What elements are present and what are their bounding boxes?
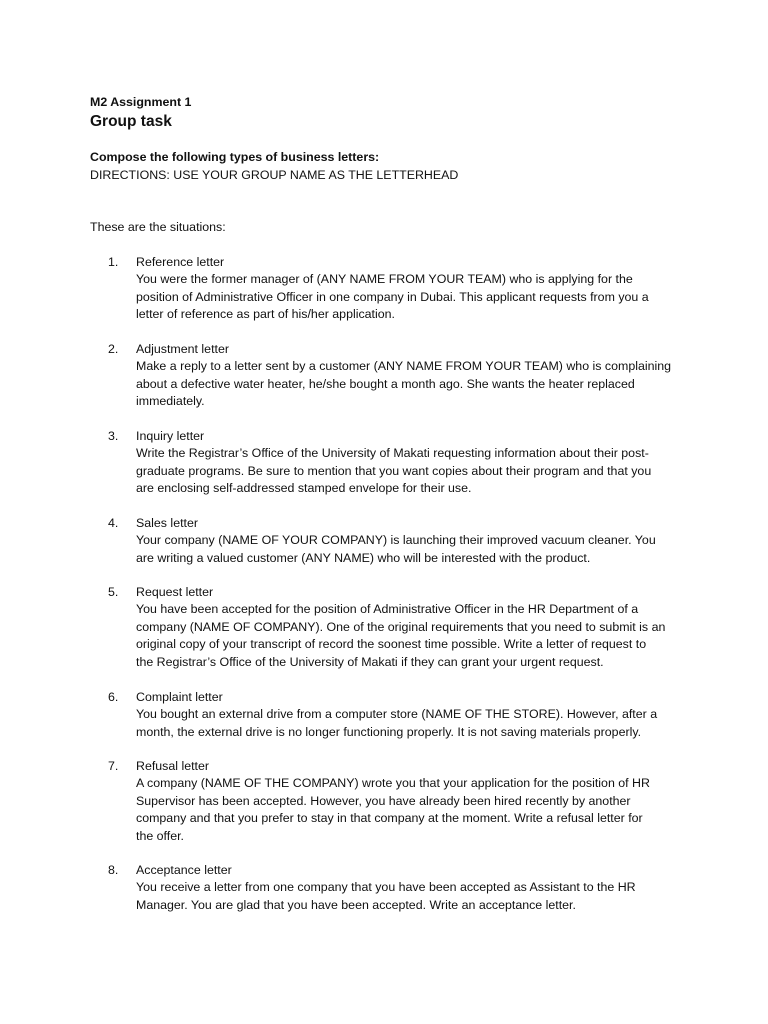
item-text-line: company (NAME OF COMPANY). One of the original requirements that you need to submit is an	[136, 619, 666, 634]
item-text-line: Manager. You are glad that you have been accepted. Write an acceptance letter.	[136, 897, 576, 912]
item-text-line: Write the Registrar’s Office of the University of Makati requesting information about their post-	[136, 446, 649, 461]
item-text-line: You bought an external drive from a computer store (NAME OF THE STORE). However, after a	[136, 707, 658, 722]
item-text-line: graduate programs. Be sure to mention that you want copies about their program and that you	[136, 463, 652, 478]
item-number: 3.	[108, 429, 119, 443]
item-title: Adjustment letter	[136, 342, 229, 356]
item-text-line: Make a reply to a letter sent by a customer (ANY NAME FROM YOUR TEAM) who is complaining	[136, 359, 672, 374]
item-text-line: position of Administrative Officer in one company in Dubai. This applicant requests from you a	[136, 289, 649, 304]
item-number: 1.	[108, 255, 119, 269]
situations-intro: These are the situations:	[90, 220, 226, 234]
item-title: Acceptance letter	[136, 863, 232, 877]
item-number: 5.	[108, 585, 119, 599]
item-text-line: You were the former manager of (ANY NAME FROM YOUR TEAM) who is applying for the	[136, 272, 633, 287]
assignment-label: M2 Assignment 1	[90, 95, 192, 109]
item-title: Sales letter	[136, 516, 198, 530]
item-text-line: original copy of your transcript of record the soonest time possible. Write a letter of request to	[136, 637, 647, 652]
item-text-line: You receive a letter from one company that you have been accepted as Assistant to the HR	[136, 880, 636, 895]
item-title: Reference letter	[136, 255, 225, 269]
item-text-line: month, the external drive is no longer functioning properly. It is not saving materials properly.	[136, 724, 642, 739]
item-number: 7.	[108, 759, 119, 773]
item-text-line: are writing a valued customer (ANY NAME) who will be interested with the product.	[136, 550, 591, 565]
item-text-line: the offer.	[136, 828, 184, 843]
item-text-line: are enclosing self-addressed stamped envelope for their use.	[136, 481, 472, 496]
item-title: Refusal letter	[136, 759, 210, 773]
item-text-line: Your company (NAME OF YOUR COMPANY) is launching their improved vacuum cleaner. You	[136, 533, 656, 548]
item-title: Request letter	[136, 585, 214, 599]
item-text-line: You have been accepted for the position of Administrative Officer in the HR Department of a	[136, 602, 639, 617]
item-text-line: the Registrar’s Office of the University of Makati if they can grant your urgent request.	[136, 654, 604, 669]
item-title: Inquiry letter	[136, 429, 205, 443]
item-number: 8.	[108, 863, 119, 877]
item-text-line: letter of reference as part of his/her application.	[136, 307, 395, 322]
directions-text: DIRECTIONS: USE YOUR GROUP NAME AS THE LETTERHEAD	[90, 168, 459, 182]
page-title: Group task	[90, 113, 172, 130]
item-text-line: A company (NAME OF THE COMPANY) wrote you that your application for the position of HR	[136, 776, 650, 791]
item-title: Complaint letter	[136, 690, 223, 704]
item-number: 2.	[108, 342, 119, 356]
item-text-line: Supervisor has been accepted. However, you have already been hired recently by another	[136, 793, 631, 808]
instructions-heading: Compose the following types of business letters:	[90, 150, 380, 164]
item-number: 4.	[108, 516, 119, 530]
item-text-line: immediately.	[136, 394, 205, 409]
item-text-line: about a defective water heater, he/she bought a month ago. She wants the heater replaced	[136, 376, 635, 391]
item-text-line: company and that you prefer to stay in that company at the moment. Write a refusal letter for	[136, 811, 643, 826]
item-number: 6.	[108, 690, 119, 704]
